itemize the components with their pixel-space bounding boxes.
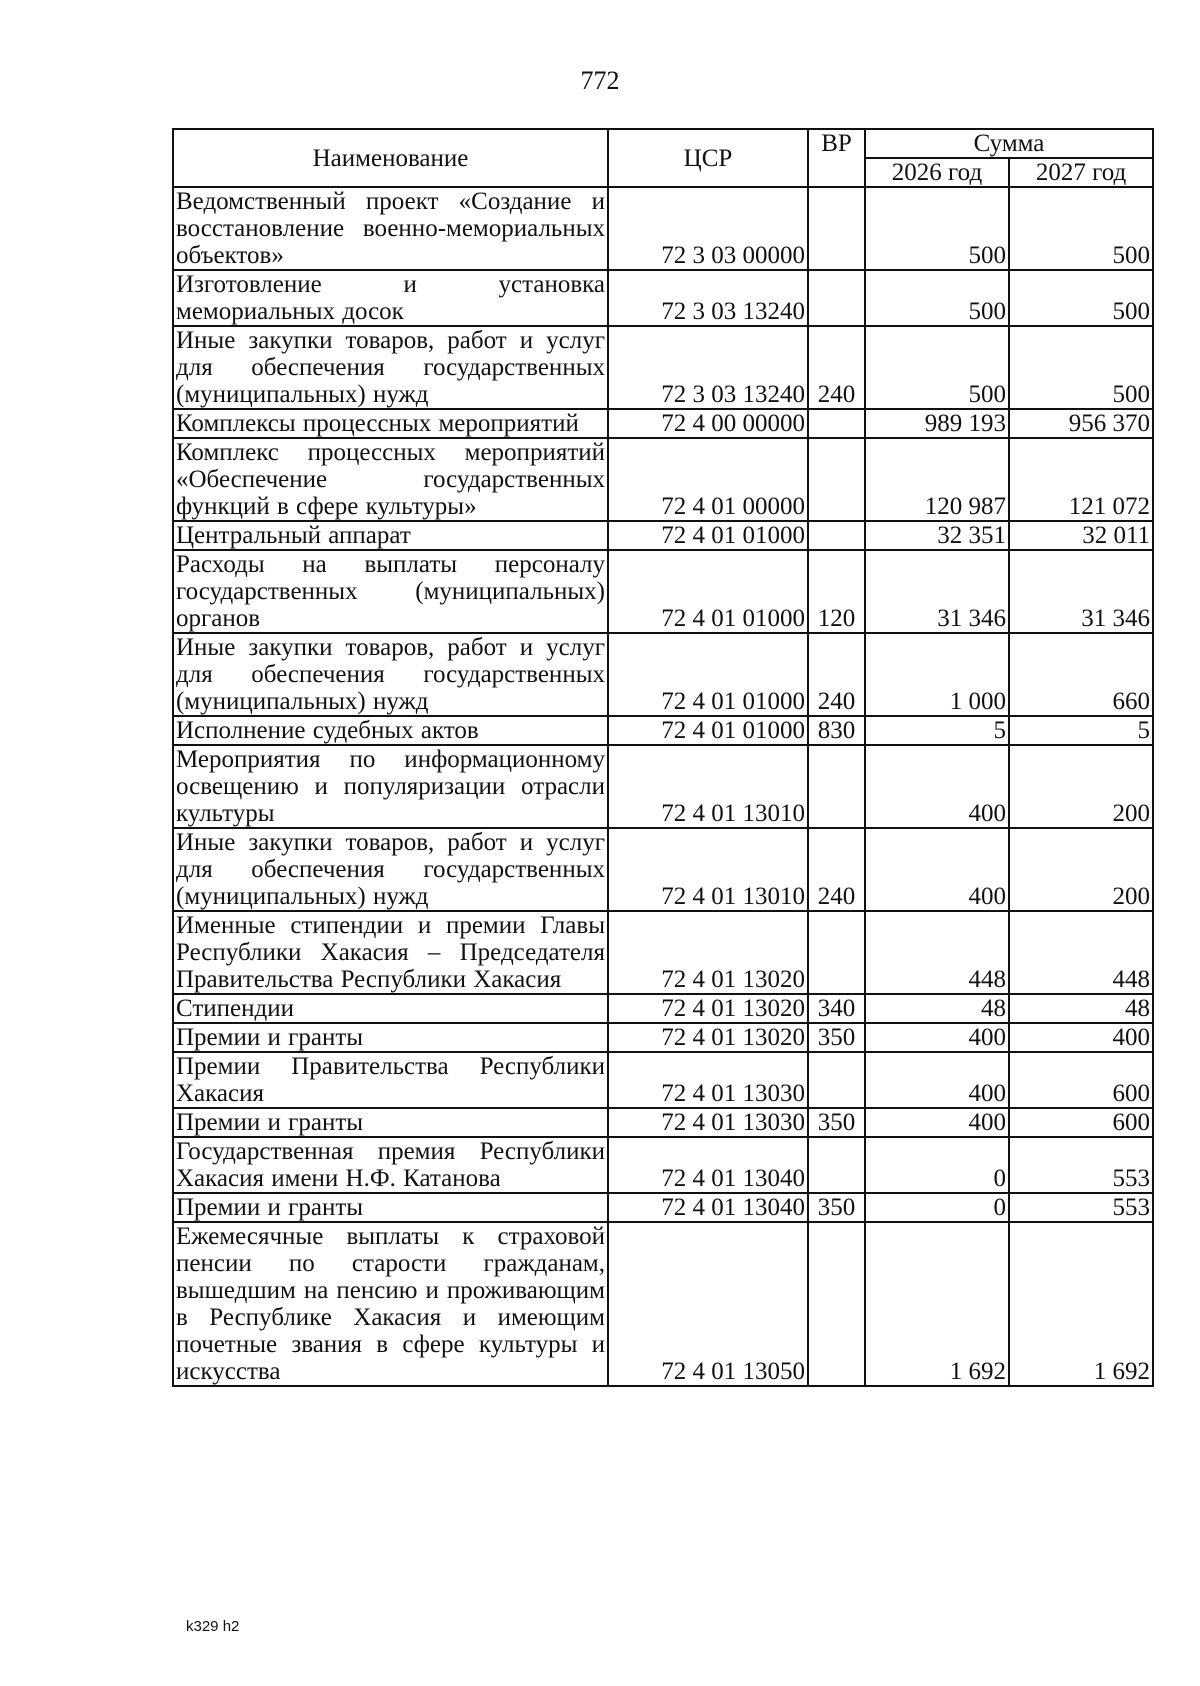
cell-name: Стипендии: [173, 994, 608, 1023]
cell-sum-2027: 448: [1009, 911, 1153, 994]
cell-vr: 350: [808, 1193, 865, 1222]
cell-vr: 340: [808, 994, 865, 1023]
header-vr: ВР: [808, 129, 865, 187]
cell-sum-2027: 5: [1009, 716, 1153, 745]
header-year-2027: 2027 год: [1009, 158, 1153, 187]
table-row: [173, 409, 1153, 438]
table-row: [173, 716, 1153, 745]
cell-csr: 72 4 01 13020: [608, 911, 808, 994]
cell-name: Расходы на выплаты персоналу государственных (муниципальных) органов: [173, 550, 608, 633]
table-row: [173, 326, 1153, 409]
cell-sum-2026: 1 000: [865, 633, 1009, 716]
cell-name: Премии и гранты: [173, 1023, 608, 1052]
table-row: [173, 1222, 1153, 1386]
cell-csr: 72 4 01 01000: [608, 633, 808, 716]
table-row: [173, 828, 1153, 911]
cell-vr: 830: [808, 716, 865, 745]
cell-name: Комплексы процессных мероприятий: [173, 409, 608, 438]
cell-sum-2026: 1 692: [865, 1222, 1009, 1386]
cell-name: Премии и гранты: [173, 1193, 608, 1222]
cell-sum-2027: 553: [1009, 1193, 1153, 1222]
cell-csr: 72 4 01 13050: [608, 1222, 808, 1386]
cell-sum-2026: 0: [865, 1137, 1009, 1193]
cell-csr: 72 4 00 00000: [608, 409, 808, 438]
cell-name: Изготовление и установка мемориальных досок: [173, 270, 608, 326]
cell-vr: [808, 1052, 865, 1108]
table-row: [173, 1137, 1153, 1193]
cell-name: Исполнение судебных актов: [173, 716, 608, 745]
table-row: [173, 1023, 1153, 1052]
cell-vr: [808, 521, 865, 550]
cell-vr: [808, 745, 865, 828]
table-body: [173, 187, 1153, 1386]
cell-sum-2026: 400: [865, 1108, 1009, 1137]
cell-name: Центральный аппарат: [173, 521, 608, 550]
cell-sum-2026: 500: [865, 326, 1009, 409]
cell-csr: 72 3 03 13240: [608, 270, 808, 326]
cell-sum-2027: 200: [1009, 745, 1153, 828]
header-csr: ЦСР: [608, 129, 808, 187]
cell-csr: 72 4 01 13030: [608, 1052, 808, 1108]
cell-vr: 350: [808, 1023, 865, 1052]
cell-vr: [808, 1137, 865, 1193]
cell-vr: [808, 1222, 865, 1386]
cell-name: Государственная премия Республики Хакасия имени Н.Ф. Катанова: [173, 1137, 608, 1193]
cell-vr: [808, 270, 865, 326]
cell-csr: 72 4 01 00000: [608, 438, 808, 521]
cell-vr: 240: [808, 828, 865, 911]
table-row: [173, 633, 1153, 716]
cell-name: Комплекс процессных мероприятий «Обеспечение государственных функций в сфере культуры»: [173, 438, 608, 521]
cell-csr: 72 4 01 13020: [608, 994, 808, 1023]
cell-sum-2026: 0: [865, 1193, 1009, 1222]
cell-name: Премии Правительства Республики Хакасия: [173, 1052, 608, 1108]
cell-sum-2027: 121 072: [1009, 438, 1153, 521]
cell-sum-2027: 600: [1009, 1108, 1153, 1137]
cell-sum-2026: 500: [865, 187, 1009, 270]
cell-vr: 240: [808, 326, 865, 409]
cell-sum-2026: 32 351: [865, 521, 1009, 550]
cell-sum-2027: 660: [1009, 633, 1153, 716]
cell-sum-2027: 500: [1009, 326, 1153, 409]
cell-vr: 240: [808, 633, 865, 716]
cell-vr: [808, 438, 865, 521]
table-row: [173, 994, 1153, 1023]
page-number: 772: [580, 66, 620, 95]
budget-table: [172, 128, 1154, 1387]
cell-sum-2027: 48: [1009, 994, 1153, 1023]
cell-csr: 72 4 01 01000: [608, 521, 808, 550]
cell-csr: 72 4 01 13020: [608, 1023, 808, 1052]
cell-csr: 72 4 01 13040: [608, 1193, 808, 1222]
cell-name: Иные закупки товаров, работ и услуг для обеспечения государственных (муниципальных) нужд: [173, 828, 608, 911]
cell-sum-2027: 956 370: [1009, 409, 1153, 438]
cell-name: Иные закупки товаров, работ и услуг для обеспечения государственных (муниципальных) нужд: [173, 326, 608, 409]
cell-sum-2026: 31 346: [865, 550, 1009, 633]
cell-name: Премии и гранты: [173, 1108, 608, 1137]
header-year-2026: 2026 год: [865, 158, 1009, 187]
cell-sum-2026: 448: [865, 911, 1009, 994]
footer-code: k329 h2: [186, 1618, 240, 1635]
cell-sum-2026: 989 193: [865, 409, 1009, 438]
cell-sum-2027: 400: [1009, 1023, 1153, 1052]
cell-sum-2026: 400: [865, 1023, 1009, 1052]
cell-csr: 72 4 01 01000: [608, 716, 808, 745]
cell-sum-2026: 48: [865, 994, 1009, 1023]
table-row: [173, 1108, 1153, 1137]
table-row: [173, 270, 1153, 326]
cell-vr: [808, 187, 865, 270]
table-row: [173, 1052, 1153, 1108]
cell-sum-2026: 500: [865, 270, 1009, 326]
cell-vr: 350: [808, 1108, 865, 1137]
cell-sum-2026: 400: [865, 828, 1009, 911]
cell-csr: 72 3 03 00000: [608, 187, 808, 270]
header-sum: Сумма: [865, 129, 1153, 158]
cell-csr: 72 4 01 13030: [608, 1108, 808, 1137]
cell-sum-2027: 200: [1009, 828, 1153, 911]
table-row: [173, 187, 1153, 270]
cell-sum-2027: 32 011: [1009, 521, 1153, 550]
cell-vr: 120: [808, 550, 865, 633]
cell-sum-2027: 553: [1009, 1137, 1153, 1193]
cell-sum-2027: 1 692: [1009, 1222, 1153, 1386]
header-row-top: [173, 129, 1153, 158]
cell-sum-2026: 400: [865, 745, 1009, 828]
cell-csr: 72 4 01 13010: [608, 828, 808, 911]
table-row: [173, 550, 1153, 633]
table-row: [173, 1193, 1153, 1222]
cell-name: Ведомственный проект «Создание и восстановление военно-мемориальных объектов»: [173, 187, 608, 270]
cell-name: Именные стипендии и премии Главы Республики Хакасия – Председателя Правительства Республики Хакасия: [173, 911, 608, 994]
table-row: [173, 438, 1153, 521]
table-row: [173, 521, 1153, 550]
cell-sum-2027: 600: [1009, 1052, 1153, 1108]
header-name: Наименование: [173, 129, 608, 187]
cell-csr: 72 4 01 13040: [608, 1137, 808, 1193]
cell-sum-2027: 31 346: [1009, 550, 1153, 633]
table-header: [173, 129, 1153, 187]
cell-sum-2027: 500: [1009, 270, 1153, 326]
cell-sum-2026: 400: [865, 1052, 1009, 1108]
cell-vr: [808, 409, 865, 438]
cell-csr: 72 3 03 13240: [608, 326, 808, 409]
cell-vr: [808, 911, 865, 994]
table-row: [173, 911, 1153, 994]
cell-sum-2026: 120 987: [865, 438, 1009, 521]
cell-name: Иные закупки товаров, работ и услуг для обеспечения государственных (муниципальных) нужд: [173, 633, 608, 716]
cell-name: Ежемесячные выплаты к страховой пенсии по старости гражданам, вышедшим на пенсию и проживающим в Республике Хакасия и имеющим почетные звания в сфере культуры и искусства: [173, 1222, 608, 1386]
cell-csr: 72 4 01 13010: [608, 745, 808, 828]
cell-sum-2026: 5: [865, 716, 1009, 745]
cell-name: Мероприятия по информационному освещению и популяризации отрасли культуры: [173, 745, 608, 828]
cell-sum-2027: 500: [1009, 187, 1153, 270]
table-row: [173, 745, 1153, 828]
cell-csr: 72 4 01 01000: [608, 550, 808, 633]
